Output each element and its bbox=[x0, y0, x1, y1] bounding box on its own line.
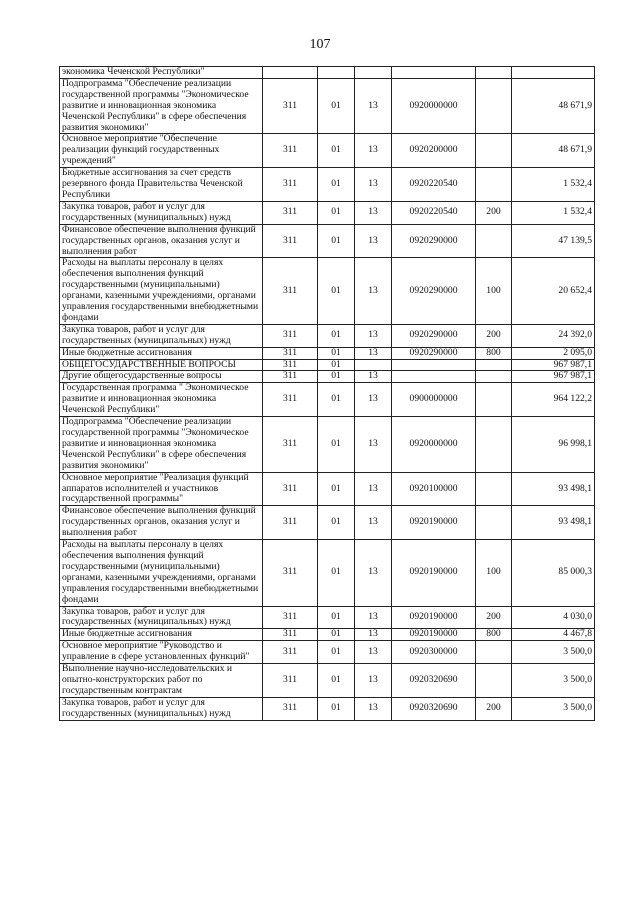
target-article-code-cell: 0920290000 bbox=[392, 224, 476, 258]
table-row bbox=[60, 641, 595, 664]
expense-type-code-cell: 800 bbox=[476, 629, 512, 641]
amount-cell: 1 532,4 bbox=[512, 201, 595, 224]
table-row bbox=[60, 540, 595, 606]
section-code-cell: 01 bbox=[318, 664, 355, 698]
subsection-code-cell: 13 bbox=[355, 506, 392, 540]
subsection-code-cell: 13 bbox=[355, 134, 392, 168]
ministry-code-cell: 311 bbox=[263, 606, 318, 629]
section-code-cell: 01 bbox=[318, 258, 355, 324]
expense-type-code-cell bbox=[476, 383, 512, 417]
table-row bbox=[60, 629, 595, 641]
ministry-code-cell bbox=[263, 67, 318, 79]
section-code-cell: 01 bbox=[318, 506, 355, 540]
ministry-code-cell: 311 bbox=[263, 347, 318, 359]
item-name-cell: Закупка товаров, работ и услуг для государственных (муниципальных) нужд bbox=[60, 201, 263, 224]
section-code-cell: 01 bbox=[318, 201, 355, 224]
item-name-cell: Закупка товаров, работ и услуг для государственных (муниципальных) нужд bbox=[60, 606, 263, 629]
section-code-cell: 01 bbox=[318, 168, 355, 202]
expense-type-code-cell bbox=[476, 134, 512, 168]
subsection-code-cell: 13 bbox=[355, 641, 392, 664]
table-row bbox=[60, 78, 595, 134]
target-article-code-cell: 0920000000 bbox=[392, 417, 476, 473]
ministry-code-cell: 311 bbox=[263, 697, 318, 720]
subsection-code-cell: 13 bbox=[355, 383, 392, 417]
amount-cell: 93 498,1 bbox=[512, 472, 595, 506]
amount-cell: 48 671,9 bbox=[512, 134, 595, 168]
section-code-cell: 01 bbox=[318, 324, 355, 347]
expense-type-code-cell: 100 bbox=[476, 540, 512, 606]
expense-type-code-cell bbox=[476, 641, 512, 664]
expense-type-code-cell bbox=[476, 67, 512, 79]
item-name-cell: Иные бюджетные ассигнования bbox=[60, 629, 263, 641]
section-code-cell: 01 bbox=[318, 347, 355, 359]
section-code-cell: 01 bbox=[318, 472, 355, 506]
target-article-code-cell: 0920290000 bbox=[392, 324, 476, 347]
subsection-code-cell: 13 bbox=[355, 629, 392, 641]
target-article-code-cell: 0920200000 bbox=[392, 134, 476, 168]
amount-cell: 20 652,4 bbox=[512, 258, 595, 324]
table-row bbox=[60, 606, 595, 629]
subsection-code-cell: 13 bbox=[355, 417, 392, 473]
subsection-code-cell: 13 bbox=[355, 258, 392, 324]
ministry-code-cell: 311 bbox=[263, 506, 318, 540]
section-code-cell: 01 bbox=[318, 371, 355, 383]
amount-cell: 3 500,0 bbox=[512, 641, 595, 664]
expense-type-code-cell: 800 bbox=[476, 347, 512, 359]
amount-cell: 48 671,9 bbox=[512, 78, 595, 134]
expense-type-code-cell bbox=[476, 472, 512, 506]
ministry-code-cell: 311 bbox=[263, 472, 318, 506]
subsection-code-cell: 13 bbox=[355, 697, 392, 720]
target-article-code-cell: 0920300000 bbox=[392, 641, 476, 664]
ministry-code-cell: 311 bbox=[263, 324, 318, 347]
target-article-code-cell: 0920220540 bbox=[392, 201, 476, 224]
item-name-cell: Бюджетные ассигнования за счет средств резервного фонда Правительства Чеченской Республики bbox=[60, 168, 263, 202]
ministry-code-cell: 311 bbox=[263, 540, 318, 606]
expense-type-code-cell bbox=[476, 664, 512, 698]
item-name-cell: Основное мероприятие "Обеспечение реализации функций государственных учреждений" bbox=[60, 134, 263, 168]
subsection-code-cell: 13 bbox=[355, 540, 392, 606]
amount-cell: 2 095,0 bbox=[512, 347, 595, 359]
item-name-cell: ОБЩЕГОСУДАРСТВЕННЫЕ ВОПРОСЫ bbox=[60, 359, 263, 371]
amount-cell: 93 498,1 bbox=[512, 506, 595, 540]
table-row bbox=[60, 664, 595, 698]
target-article-code-cell: 0920100000 bbox=[392, 472, 476, 506]
target-article-code-cell: 0920190000 bbox=[392, 629, 476, 641]
item-name-cell: Закупка товаров, работ и услуг для государственных (муниципальных) нужд bbox=[60, 324, 263, 347]
amount-cell: 4 467,8 bbox=[512, 629, 595, 641]
item-name-cell: Выполнение научно-исследовательских и опытно-конструкторских работ по государственным контрактам bbox=[60, 664, 263, 698]
amount-cell: 1 532,4 bbox=[512, 168, 595, 202]
subsection-code-cell: 13 bbox=[355, 324, 392, 347]
section-code-cell: 01 bbox=[318, 359, 355, 371]
subsection-code-cell bbox=[355, 67, 392, 79]
subsection-code-cell: 13 bbox=[355, 224, 392, 258]
table-row bbox=[60, 697, 595, 720]
item-name-cell: Основное мероприятие "Реализация функций аппаратов исполнителей и участников государственной программы" bbox=[60, 472, 263, 506]
target-article-code-cell: 0920320690 bbox=[392, 664, 476, 698]
ministry-code-cell: 311 bbox=[263, 258, 318, 324]
item-name-cell: Расходы на выплаты персоналу в целях обеспечения выполнения функций государственными (муниципальными) органами, казенными учреждениями, органами управления государственными внебюджетными фондами bbox=[60, 540, 263, 606]
target-article-code-cell bbox=[392, 67, 476, 79]
expense-type-code-cell: 200 bbox=[476, 697, 512, 720]
table-row bbox=[60, 134, 595, 168]
subsection-code-cell bbox=[355, 359, 392, 371]
target-article-code-cell: 0920290000 bbox=[392, 347, 476, 359]
expense-type-code-cell: 200 bbox=[476, 606, 512, 629]
section-code-cell: 01 bbox=[318, 697, 355, 720]
amount-cell: 967 987,1 bbox=[512, 371, 595, 383]
ministry-code-cell: 311 bbox=[263, 224, 318, 258]
target-article-code-cell: 0920190000 bbox=[392, 606, 476, 629]
table-row bbox=[60, 201, 595, 224]
section-code-cell: 01 bbox=[318, 540, 355, 606]
table-row bbox=[60, 417, 595, 473]
table-row bbox=[60, 67, 595, 79]
section-code-cell: 01 bbox=[318, 134, 355, 168]
expense-type-code-cell: 200 bbox=[476, 201, 512, 224]
expense-type-code-cell: 200 bbox=[476, 324, 512, 347]
item-name-cell: Другие общегосударственные вопросы bbox=[60, 371, 263, 383]
ministry-code-cell: 311 bbox=[263, 629, 318, 641]
target-article-code-cell bbox=[392, 359, 476, 371]
expense-type-code-cell bbox=[476, 506, 512, 540]
table-row bbox=[60, 224, 595, 258]
table-row bbox=[60, 472, 595, 506]
target-article-code-cell: 0920000000 bbox=[392, 78, 476, 134]
section-code-cell: 01 bbox=[318, 417, 355, 473]
subsection-code-cell: 13 bbox=[355, 472, 392, 506]
ministry-code-cell: 311 bbox=[263, 383, 318, 417]
item-name-cell: Закупка товаров, работ и услуг для государственных (муниципальных) нужд bbox=[60, 697, 263, 720]
target-article-code-cell: 0920290000 bbox=[392, 258, 476, 324]
amount-cell: 85 000,3 bbox=[512, 540, 595, 606]
table-row bbox=[60, 324, 595, 347]
subsection-code-cell: 13 bbox=[355, 78, 392, 134]
page-number: 107 bbox=[309, 37, 331, 52]
expense-type-code-cell bbox=[476, 359, 512, 371]
amount-cell bbox=[512, 67, 595, 79]
ministry-code-cell: 311 bbox=[263, 359, 318, 371]
expense-type-code-cell bbox=[476, 78, 512, 134]
ministry-code-cell: 311 bbox=[263, 641, 318, 664]
ministry-code-cell: 311 bbox=[263, 371, 318, 383]
table-row bbox=[60, 347, 595, 359]
item-name-cell: Основное мероприятие "Руководство и управление в сфере установленных функций" bbox=[60, 641, 263, 664]
item-name-cell: Финансовое обеспечение выполнения функций государственных органов, оказания услуг и выполнения работ bbox=[60, 506, 263, 540]
amount-cell: 47 139,5 bbox=[512, 224, 595, 258]
target-article-code-cell: 0920220540 bbox=[392, 168, 476, 202]
section-code-cell: 01 bbox=[318, 383, 355, 417]
target-article-code-cell bbox=[392, 371, 476, 383]
expense-type-code-cell bbox=[476, 224, 512, 258]
section-code-cell: 01 bbox=[318, 78, 355, 134]
expense-type-code-cell bbox=[476, 417, 512, 473]
subsection-code-cell: 13 bbox=[355, 168, 392, 202]
table-row bbox=[60, 168, 595, 202]
amount-cell: 964 122,2 bbox=[512, 383, 595, 417]
budget-table bbox=[59, 66, 595, 721]
ministry-code-cell: 311 bbox=[263, 417, 318, 473]
item-name-cell: Иные бюджетные ассигнования bbox=[60, 347, 263, 359]
section-code-cell: 01 bbox=[318, 606, 355, 629]
expense-type-code-cell bbox=[476, 371, 512, 383]
amount-cell: 4 030,0 bbox=[512, 606, 595, 629]
amount-cell: 3 500,0 bbox=[512, 664, 595, 698]
item-name-cell: Государственная программа " Экономическое развитие и инновационная экономика Чеченской Республики" bbox=[60, 383, 263, 417]
table-row bbox=[60, 371, 595, 383]
table-row bbox=[60, 506, 595, 540]
subsection-code-cell: 13 bbox=[355, 371, 392, 383]
item-name-cell: Расходы на выплаты персоналу в целях обеспечения выполнения функций государственными (муниципальными) органами, казенными учреждениями, органами управления государственными внебюджетными фондами bbox=[60, 258, 263, 324]
item-name-cell: Подпрограмма "Обеспечение реализации государственной программы "Экономическое развитие и инновационная экономика Чеченской Республики" в сфере обеспечения развития экономики" bbox=[60, 417, 263, 473]
ministry-code-cell: 311 bbox=[263, 78, 318, 134]
target-article-code-cell: 0920190000 bbox=[392, 540, 476, 606]
subsection-code-cell: 13 bbox=[355, 347, 392, 359]
item-name-cell: Финансовое обеспечение выполнения функций государственных органов, оказания услуг и выполнения работ bbox=[60, 224, 263, 258]
amount-cell: 3 500,0 bbox=[512, 697, 595, 720]
section-code-cell bbox=[318, 67, 355, 79]
section-code-cell: 01 bbox=[318, 641, 355, 664]
section-code-cell: 01 bbox=[318, 629, 355, 641]
table-row bbox=[60, 359, 595, 371]
subsection-code-cell: 13 bbox=[355, 664, 392, 698]
ministry-code-cell: 311 bbox=[263, 201, 318, 224]
subsection-code-cell: 13 bbox=[355, 606, 392, 629]
item-name-cell: экономика Чеченской Республики" bbox=[60, 67, 263, 79]
amount-cell: 96 998,1 bbox=[512, 417, 595, 473]
section-code-cell: 01 bbox=[318, 224, 355, 258]
amount-cell: 967 987,1 bbox=[512, 359, 595, 371]
item-name-cell: Подпрограмма "Обеспечение реализации государственной программы "Экономическое развитие и инновационная экономика Чеченской Республики" в сфере обеспечения развития экономики" bbox=[60, 78, 263, 134]
expense-type-code-cell: 100 bbox=[476, 258, 512, 324]
expense-type-code-cell bbox=[476, 168, 512, 202]
amount-cell: 24 392,0 bbox=[512, 324, 595, 347]
target-article-code-cell: 0900000000 bbox=[392, 383, 476, 417]
subsection-code-cell: 13 bbox=[355, 201, 392, 224]
target-article-code-cell: 0920190000 bbox=[392, 506, 476, 540]
table-row bbox=[60, 383, 595, 417]
ministry-code-cell: 311 bbox=[263, 134, 318, 168]
table-row bbox=[60, 258, 595, 324]
ministry-code-cell: 311 bbox=[263, 168, 318, 202]
ministry-code-cell: 311 bbox=[263, 664, 318, 698]
target-article-code-cell: 0920320690 bbox=[392, 697, 476, 720]
